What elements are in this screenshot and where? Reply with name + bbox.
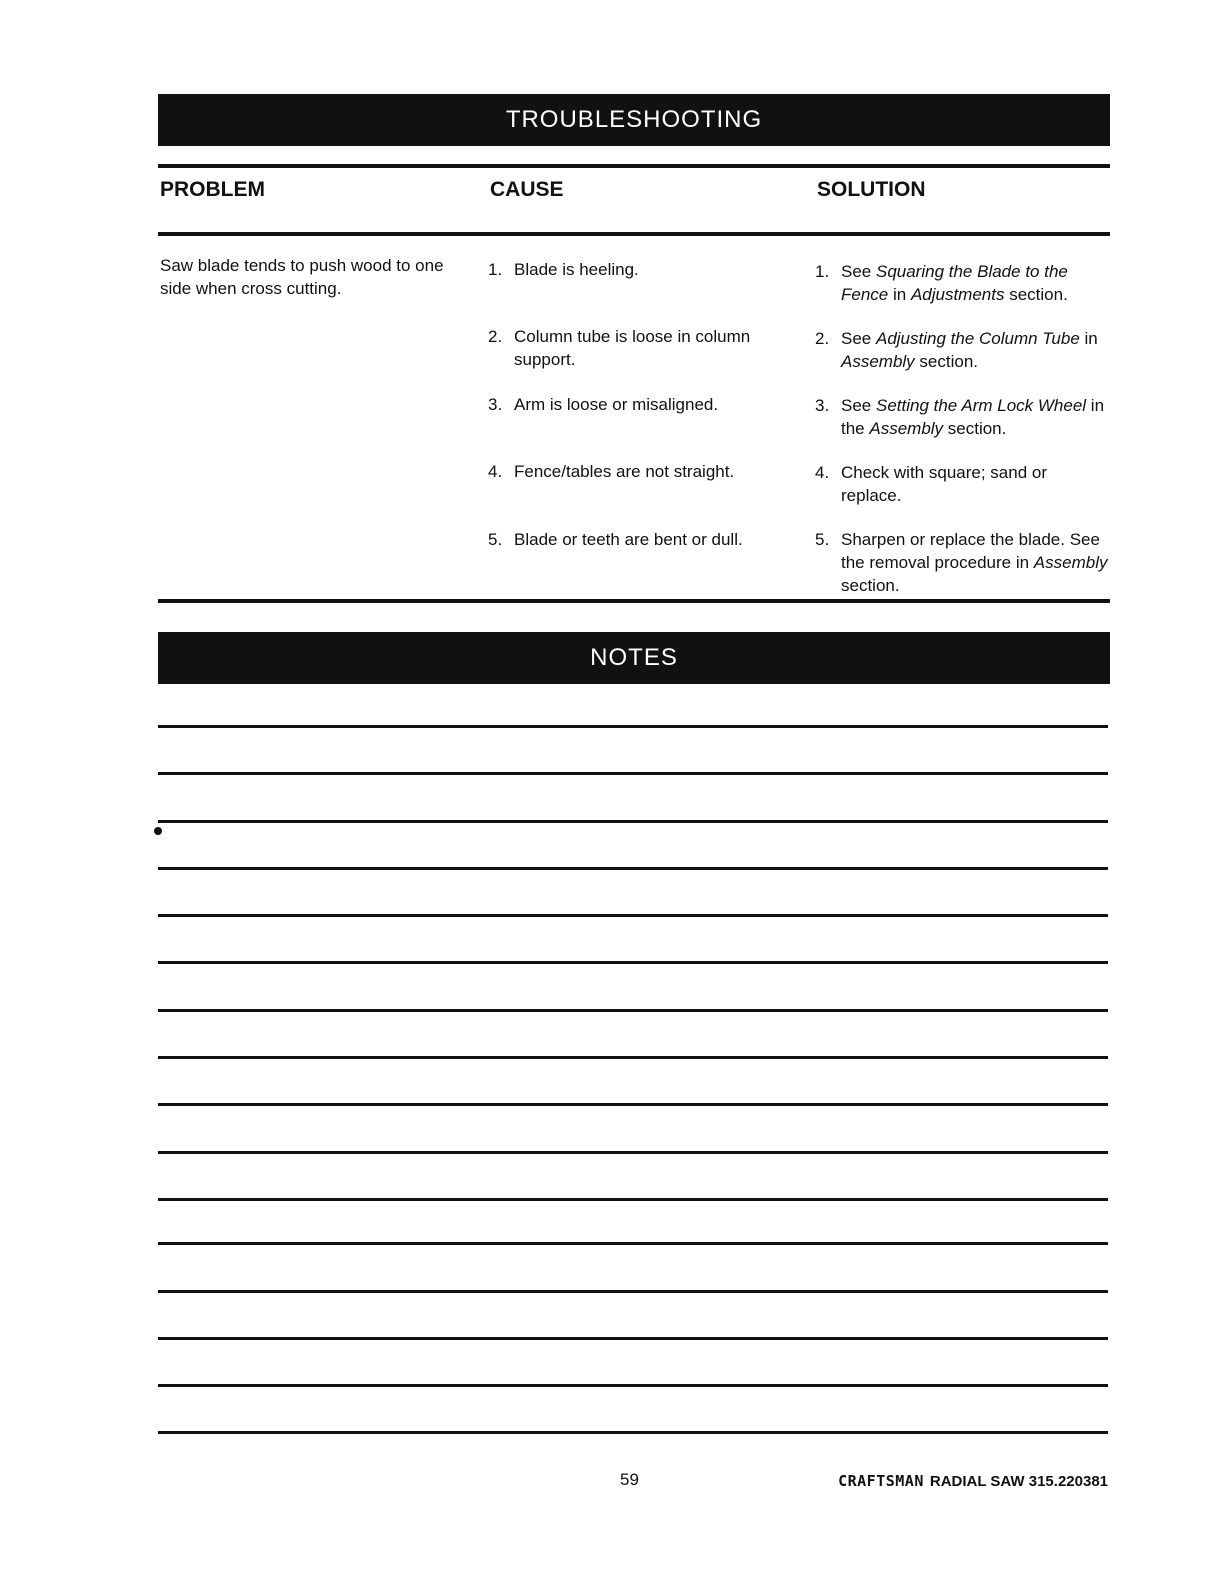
note-line — [158, 772, 1108, 775]
cause-number: 1. — [488, 260, 503, 279]
solution-item — [815, 260, 1110, 306]
page-number: 59 — [620, 1470, 639, 1489]
solution-item — [815, 394, 1110, 440]
note-line — [158, 1431, 1108, 1434]
solution-text: See Setting the Arm Lock Wheel in the Assembly section. — [841, 396, 1105, 438]
solution-item — [815, 528, 1110, 597]
solution-item — [815, 327, 1110, 373]
cause-item — [488, 325, 798, 371]
note-line — [158, 1056, 1108, 1059]
cause-number: 4. — [488, 462, 503, 481]
cause-text: Blade or teeth are bent or dull. — [514, 530, 743, 549]
header-top-rule — [158, 164, 1110, 168]
note-line — [158, 1384, 1108, 1387]
solution-number: 5. — [815, 530, 830, 549]
cause-text: Column tube is loose in column support. — [514, 327, 751, 369]
header-bottom-rule — [158, 232, 1110, 236]
problem-header: PROBLEM — [160, 178, 265, 201]
note-line — [158, 820, 1108, 823]
solution-number: 2. — [815, 329, 830, 348]
troubleshooting-banner — [158, 94, 1110, 146]
cause-item — [488, 460, 798, 483]
note-line — [158, 725, 1108, 728]
solution-text: Check with square; sand or replace. — [841, 463, 1047, 505]
solution-number: 1. — [815, 262, 830, 281]
cause-item — [488, 528, 798, 551]
product-name: RADIAL SAW 315.220381 — [929, 1473, 1108, 1490]
table-bottom-rule — [158, 599, 1110, 603]
solution-header: SOLUTION — [817, 178, 926, 201]
solution-text: Sharpen or replace the blade. See the removal procedure in Assembly section. — [841, 530, 1108, 595]
note-line — [158, 914, 1108, 917]
cause-number: 2. — [488, 327, 503, 346]
cause-header: CAUSE — [490, 178, 564, 201]
note-line — [158, 1242, 1108, 1245]
brand-logo: CRAFTSMAN — [838, 1472, 924, 1490]
cause-number: 3. — [488, 395, 503, 414]
note-line — [158, 1151, 1108, 1154]
solution-item — [815, 461, 1110, 507]
note-line — [158, 1337, 1108, 1340]
problem-text: Saw blade tends to push wood to one side when cross cutting. — [160, 256, 444, 298]
cause-item — [488, 393, 798, 416]
note-line — [158, 1009, 1108, 1012]
solution-number: 3. — [815, 396, 830, 415]
cause-number: 5. — [488, 530, 503, 549]
footer-brand — [838, 1472, 1108, 1490]
solution-number: 4. — [815, 463, 830, 482]
note-line — [158, 867, 1108, 870]
troubleshooting-title: TROUBLESHOOTING — [505, 106, 763, 133]
notes-banner — [158, 632, 1110, 684]
note-line — [158, 961, 1108, 964]
cause-item — [488, 258, 798, 281]
note-line — [158, 1290, 1108, 1293]
note-line — [158, 1198, 1108, 1201]
bullet-mark — [154, 827, 162, 835]
notes-title: NOTES — [590, 644, 678, 671]
cause-text: Blade is heeling. — [514, 260, 639, 279]
cause-text: Arm is loose or misaligned. — [514, 395, 719, 414]
solution-text: See Adjusting the Column Tube in Assembly section. — [841, 329, 1098, 371]
solution-text: See Squaring the Blade to the Fence in Adjustments section. — [841, 262, 1068, 304]
note-line — [158, 1103, 1108, 1106]
cause-text: Fence/tables are not straight. — [514, 462, 735, 481]
